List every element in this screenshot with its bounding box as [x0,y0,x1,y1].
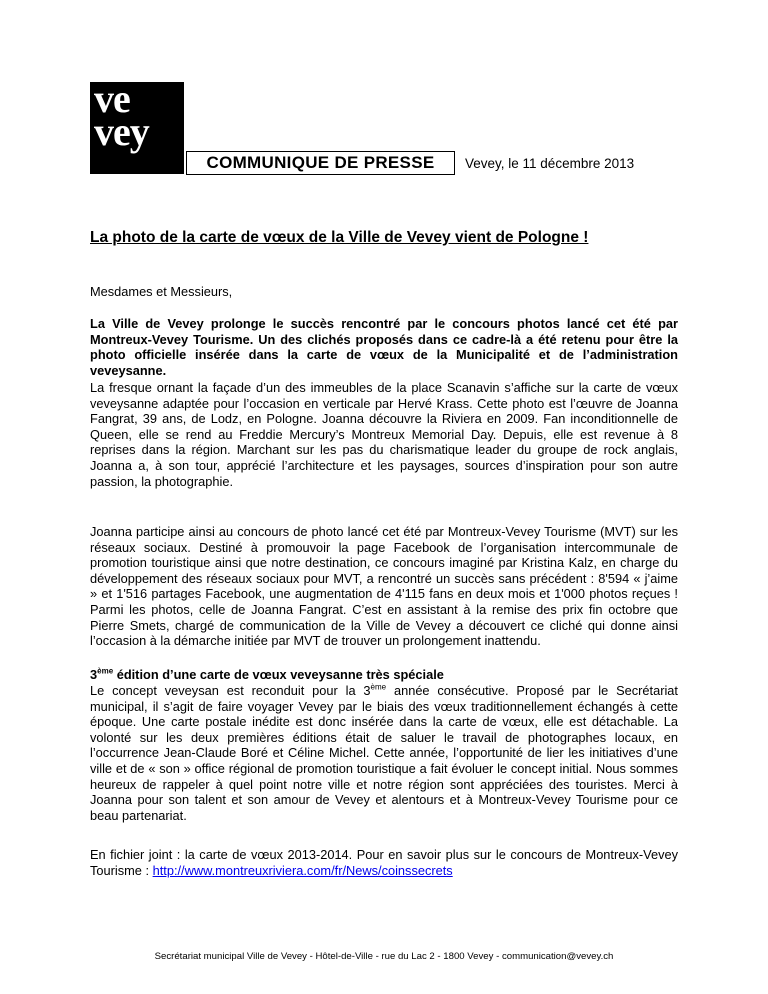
salutation: Mesdames et Messieurs, [90,284,233,299]
logo-wordmark [94,76,149,154]
closing-text: En fichier joint : la carte de vœux 2013-2014. Pour en savoir plus sur le concours de Montreux-Vevey Tourisme : [90,847,678,878]
paragraph-3-start: Le concept veveysan est reconduit pour la 3 [90,683,371,698]
press-release-label: COMMUNIQUE DE PRESSE [186,151,455,175]
paragraph-3 [90,683,678,823]
logo-tagline: ville d'images [93,160,154,171]
paragraph-3-rest: année consécutive. Proposé par le Secrétariat municipal, il s’agit de faire voyager Vevey par le biais des vœux traditionnellement échangés à cette époque. Une carte postale inédite est donc insérée dans la carte de vœux, elle est détachable. La volonté sur les deux premières éditions était de saluer le travail de photographes locaux, en l’occurrence Jean-Claude Boré et Céline Michel. Cette année, l’opportunité de lier les initiatives d’une ville et de « son » office régional de promotion touristique a fait évoluer le concept initial. Nous sommes heureux de rappeler à quel point notre ville et notre région sont appréciées des touristes. Merci à Joanna pour son talent et son amour de Vevey et alentours et à Montreux-Vevey Tourisme pour ce beau partenariat. [90,683,678,823]
paragraph-2: Joanna participe ainsi au concours de photo lancé cet été par Montreux-Vevey Tourisme (MVT) sur les réseaux sociaux. Destiné à promouvoir la page Facebook de l’organisation intercommunale de promotion touristique ainsi que notre destination, ce concours imaginé par Kristina Kalz, en charge du développement des réseaux sociaux pour MVT, a rencontré un succès sans précédent : 8'594 « j’aime » et 1'516 partages Facebook, une augmentation de 4'115 fans en deux mois et 1'000 photos reçues ! Parmi les photos, celle de Joanna Fangrat. C’est en assistant à la remise des prix fin octobre que Pierre Smets, chargé de communication de la Ville de Vevey a découvert ce cliché qui donne ainsi l’occasion à la démarche initiée par MVT de trouver un prolongement inattendu. [90,524,678,649]
logo-line-2: vey [94,109,149,154]
paragraph-3-superscript: ème [370,682,387,692]
page-title: La photo de la carte de vœux de la Ville de Vevey vient de Pologne ! [90,229,589,246]
section-title-number: 3 [90,667,98,682]
intro-paragraph: La Ville de Vevey prolonge le succès rencontré par le concours photos lancé cet été par Montreux-Vevey Tourisme. Un des clichés proposés dans ce cadre-là a été retenu pour être la photo officielle insérée dans la carte de vœux de la Municipalité et de l’administration veveysanne. [90,316,678,378]
press-date: Vevey, le 11 décembre 2013 [465,156,635,171]
closing-paragraph [90,847,678,878]
paragraph-1: La fresque ornant la façade d’un des immeubles de la place Scanavin s’affiche sur la carte de vœux veveysanne adaptée pour l’occasion en verticale par Hervé Krass. Cette photo est l’œuvre de Joanna Fangrat, 39 ans, de Lodz, en Pologne. Joanna découvre la Riviera en 2009. Fan inconditionnelle de Queen, elle se rend au Freddie Mercury’s Montreux Memorial Day. Depuis, elle est revenue à 8 reprises dans la région. Marchant sur les pas du charismatique leader du groupe de rock anglais, Joanna a, à son tour, apprécié l’architecture et les paysages, sources d’inspiration pour son autre passion, la photographie. [90,380,678,489]
section-title-superscript: ème [97,666,114,676]
section-title-text: édition d’une carte de vœux veveysanne très spéciale [113,667,444,682]
logo-line-1: ve [94,76,130,121]
section-title [90,667,678,683]
coinssecrets-link[interactable]: http://www.montreuxriviera.com/fr/News/coinssecrets [152,862,453,878]
footer-address: Secrétariat municipal Ville de Vevey - Hôtel-de-Ville - rue du Lac 2 - 1800 Vevey - communication@vevey.ch [154,951,614,962]
